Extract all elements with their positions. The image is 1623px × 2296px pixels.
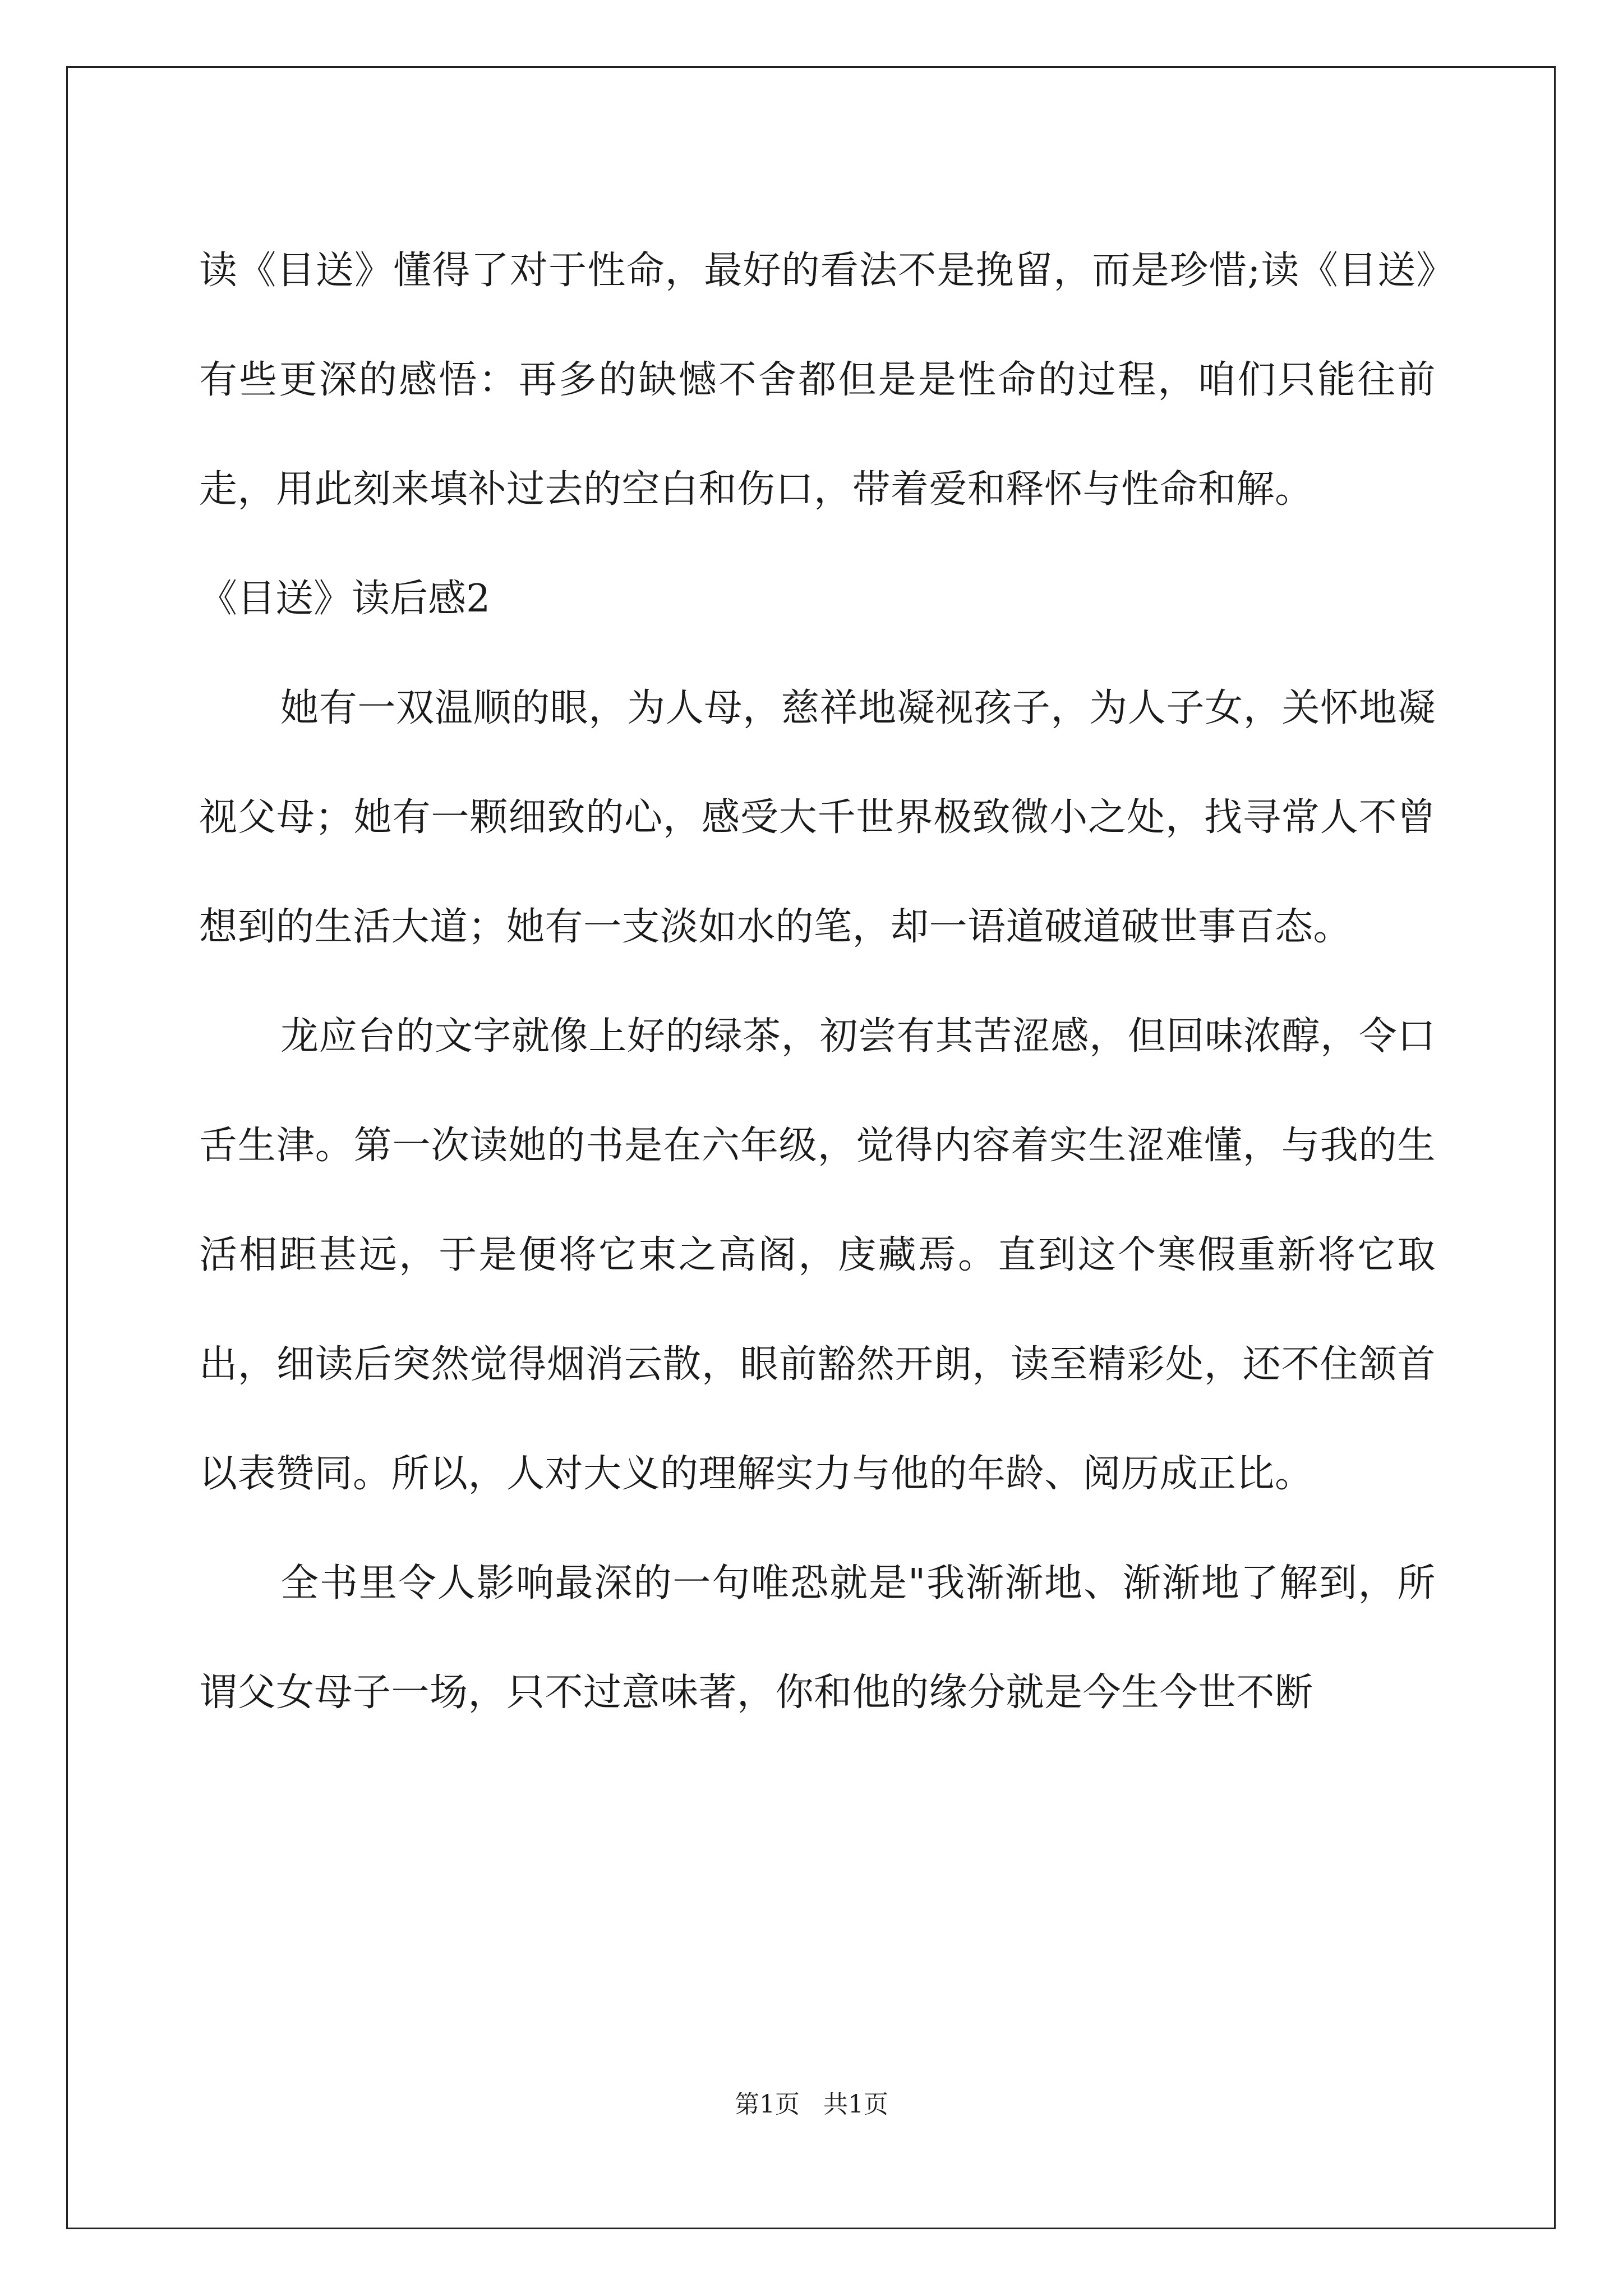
section-heading: 《目送》读后感2 xyxy=(199,577,491,621)
paragraph-3: 龙应台的文字就像上好的绿茶，初尝有其苦涩感，但回味浓醇，令口舌生津。第一次读她的书是在六年级，觉得内容着实生涩难懂，与我的生活相距甚远，于是便将它束之高阁，庋藏焉。直到这个寒假重新将它取出，细读后突然觉得烟消云散，眼前豁然开朗，读至精彩处，还不住颔首以表赞同。所以，人对大义的理解实力与他的年龄、阅历成正比。 xyxy=(199,1014,1436,1496)
paragraph-1: 读《目送》懂得了对于性命，最好的看法不是挽留，而是珍惜;读《目送》有些更深的感悟：再多的缺憾不舍都但是是性命的过程，咱们只能往前走，用此刻来填补过去的空白和伤口，带着爱和释怀与性命和解。 xyxy=(199,249,1436,512)
paragraph-4: 全书里令人影响最深的一句唯恐就是"我渐渐地、渐渐地了解到，所谓父女母子一场，只不过意味著，你和他的缘分就是今生今世不断 xyxy=(199,1561,1436,1715)
page-total: 共1页 xyxy=(823,2090,888,2119)
page-number: 第1页 xyxy=(735,2090,800,2119)
page-footer xyxy=(0,2084,1623,2120)
document-body xyxy=(199,216,1436,1747)
paragraph-2: 她有一双温顺的眼，为人母，慈祥地凝视孩子，为人子女，关怀地凝视父母；她有一颗细致的心，感受大千世界极致微小之处，找寻常人不曾想到的生活大道；她有一支淡如水的笔，却一语道破道破世事百态。 xyxy=(199,686,1436,949)
